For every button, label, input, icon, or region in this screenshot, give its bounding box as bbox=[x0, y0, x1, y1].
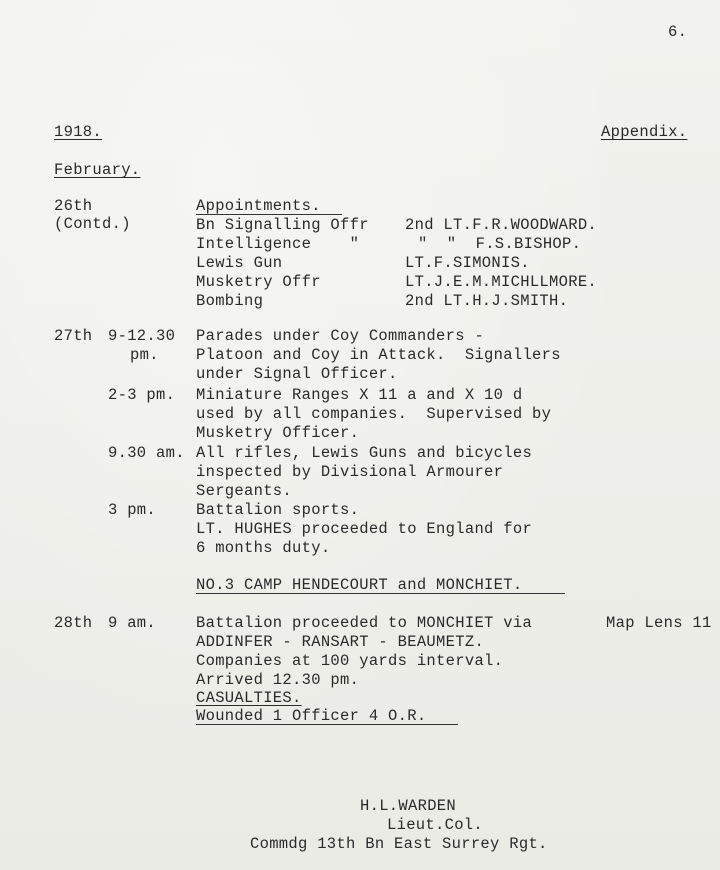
entry-line: Battalion proceeded to MONCHIET via bbox=[196, 614, 533, 632]
date-26: 26th bbox=[54, 197, 93, 215]
time-entry: 2-3 pm. bbox=[108, 386, 176, 404]
time-entry: 9.30 am. bbox=[108, 444, 185, 462]
map-reference: Map Lens 11 bbox=[606, 614, 712, 632]
appendix-label: Appendix. bbox=[601, 123, 688, 141]
casualties-underline bbox=[196, 724, 458, 725]
camp-heading-underline bbox=[196, 593, 565, 594]
entry-line: inspected by Divisional Armourer bbox=[196, 463, 504, 481]
entry-line: Platoon and Coy in Attack. Signallers bbox=[196, 346, 561, 364]
entry-line: LT. HUGHES proceeded to England for bbox=[196, 520, 533, 538]
entry-line: Arrived 12.30 pm. bbox=[196, 671, 360, 689]
time-entry: 9 am. bbox=[108, 614, 157, 632]
appointment-role: Musketry Offr bbox=[196, 273, 321, 291]
appointment-name: 2nd LT.F.R.WOODWARD. bbox=[405, 216, 598, 234]
casualties-line: Wounded 1 Officer 4 O.R. bbox=[196, 707, 427, 725]
entry-line: 6 months duty. bbox=[196, 539, 331, 557]
appointment-name: LT.F.SIMONIS. bbox=[405, 254, 530, 272]
page-number: 6. bbox=[668, 23, 688, 41]
signature-rank: Lieut.Col. bbox=[387, 816, 484, 834]
entry-line: Sergeants. bbox=[196, 482, 293, 500]
appointment-role: Bn Signalling Offr bbox=[196, 216, 369, 234]
signature-name: H.L.WARDEN bbox=[360, 797, 457, 815]
date-28: 28th bbox=[54, 614, 93, 632]
entry-line: Musketry Officer. bbox=[196, 424, 360, 442]
time-entry: 3 pm. bbox=[108, 501, 157, 519]
time-entry: pm. bbox=[130, 346, 159, 364]
entry-line: Companies at 100 yards interval. bbox=[196, 652, 504, 670]
date-26-contd: (Contd.) bbox=[54, 215, 131, 233]
entry-line: used by all companies. Supervised by bbox=[196, 405, 552, 423]
camp-heading: NO.3 CAMP HENDECOURT and MONCHIET. bbox=[196, 576, 523, 594]
signature-unit: Commdg 13th Bn East Surrey Rgt. bbox=[250, 835, 548, 853]
entry-line: Battalion sports. bbox=[196, 501, 360, 519]
month-heading: February. bbox=[54, 161, 141, 179]
date-27: 27th bbox=[54, 327, 93, 345]
entry-line: ADDINFER - RANSART - BEAUMETZ. bbox=[196, 633, 485, 651]
entry-line: Miniature Ranges X 11 a and X 10 d bbox=[196, 386, 523, 404]
appointment-role: Intelligence " bbox=[196, 235, 360, 253]
year-heading: 1918. bbox=[54, 123, 103, 141]
entry-line: Parades under Coy Commanders - bbox=[196, 327, 485, 345]
casualties-heading: CASUALTIES. bbox=[196, 689, 302, 707]
appointment-name: 2nd LT.H.J.SMITH. bbox=[405, 292, 569, 310]
time-entry: 9-12.30 bbox=[108, 327, 176, 345]
appointments-heading: Appointments. bbox=[196, 197, 321, 215]
entry-line: under Signal Officer. bbox=[196, 365, 398, 383]
appointment-role: Bombing bbox=[196, 292, 264, 310]
entry-line: All rifles, Lewis Guns and bicycles bbox=[196, 444, 533, 462]
appointment-role: Lewis Gun bbox=[196, 254, 283, 272]
appointment-name: LT.J.E.M.MICHLLMORE. bbox=[405, 273, 598, 291]
appointment-name: " " F.S.BISHOP. bbox=[418, 235, 582, 253]
